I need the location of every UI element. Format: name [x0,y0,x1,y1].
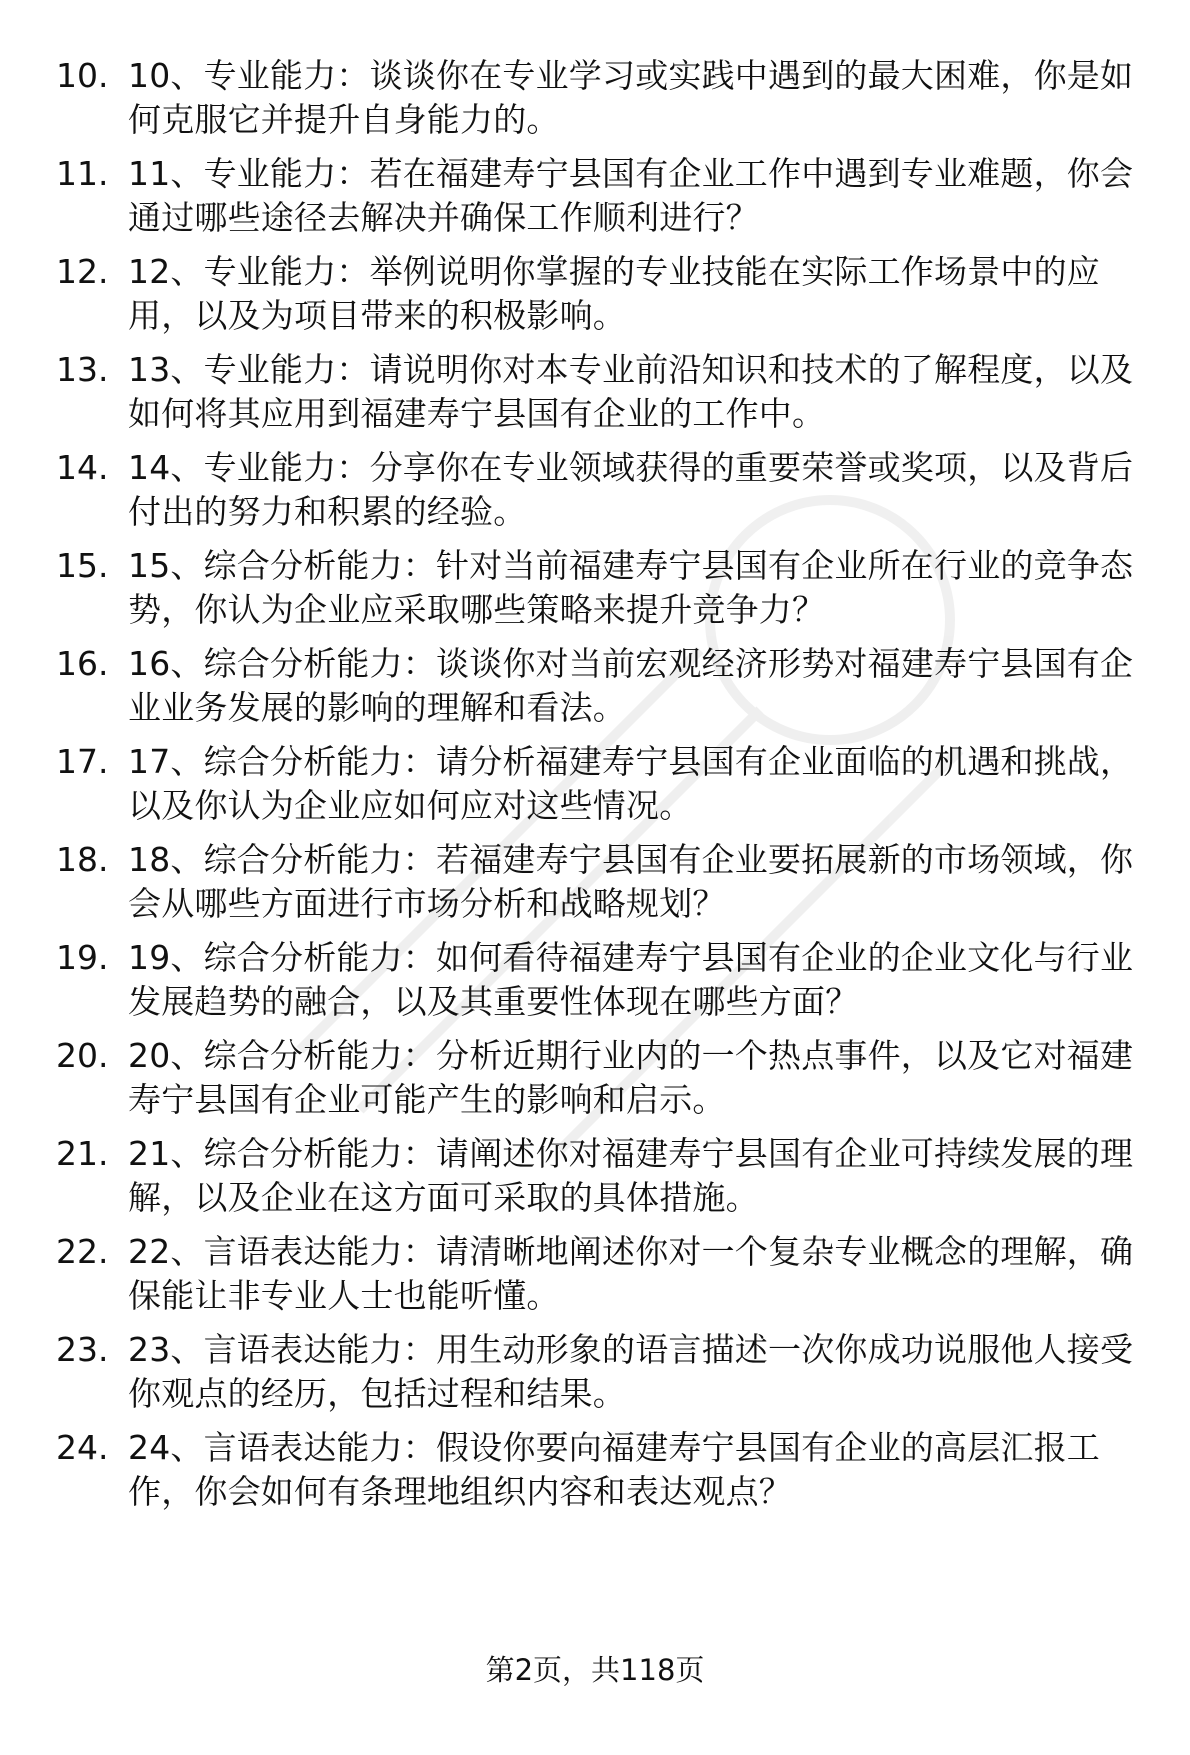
question-item [0,1132,1190,1230]
question-text: 14、专业能力：分享你在专业领域获得的重要荣誉或奖项，以及背后付出的努力和积累的经验。 [128,448,1134,531]
question-text: 20、综合分析能力：分析近期行业内的一个热点事件，以及它对福建寿宁县国有企业可能产生的影响和启示。 [128,1036,1134,1119]
question-number: 24. [56,1428,109,1467]
question-number: 15. [56,546,109,585]
question-text: 11、专业能力：若在福建寿宁县国有企业工作中遇到专业难题，你会通过哪些途径去解决并确保工作顺利进行？ [128,154,1134,237]
question-number: 22. [56,1232,109,1271]
question-number: 19. [56,938,109,977]
question-item [0,740,1190,838]
question-item [0,446,1190,544]
question-item [0,250,1190,348]
question-number: 13. [56,350,109,389]
question-item [0,1426,1190,1524]
question-number: 11. [56,154,109,193]
question-text: 24、言语表达能力：假设你要向福建寿宁县国有企业的高层汇报工作，你会如何有条理地组织内容和表达观点？ [128,1428,1100,1511]
question-text: 18、综合分析能力：若福建寿宁县国有企业要拓展新的市场领域，你会从哪些方面进行市场分析和战略规划？ [128,840,1134,923]
question-item [0,54,1190,152]
question-number: 20. [56,1036,109,1075]
question-text: 19、综合分析能力：如何看待福建寿宁县国有企业的企业文化与行业发展趋势的融合，以及其重要性体现在哪些方面？ [128,938,1134,1021]
question-item [0,1328,1190,1426]
question-item [0,642,1190,740]
question-item [0,936,1190,1034]
page-footer: 第2页，共118页 [485,1653,705,1687]
question-item [0,348,1190,446]
question-number: 23. [56,1330,109,1369]
question-text: 15、综合分析能力：针对当前福建寿宁县国有企业所在行业的竞争态势，你认为企业应采取哪些策略来提升竞争力？ [128,546,1134,629]
question-item [0,1034,1190,1132]
question-text: 17、综合分析能力：请分析福建寿宁县国有企业面临的机遇和挑战，以及你认为企业应如何应对这些情况。 [128,742,1134,825]
question-number: 18. [56,840,109,879]
question-text: 16、综合分析能力：谈谈你对当前宏观经济形势对福建寿宁县国有企业业务发展的影响的理解和看法。 [128,644,1134,727]
question-text: 21、综合分析能力：请阐述你对福建寿宁县国有企业可持续发展的理解，以及企业在这方面可采取的具体措施。 [128,1134,1134,1217]
question-text: 10、专业能力：谈谈你在专业学习或实践中遇到的最大困难，你是如何克服它并提升自身能力的。 [128,56,1134,139]
question-number: 10. [56,56,109,95]
question-number: 12. [56,252,109,291]
question-text: 13、专业能力：请说明你对本专业前沿知识和技术的了解程度，以及如何将其应用到福建寿宁县国有企业的工作中。 [128,350,1134,433]
question-number: 17. [56,742,109,781]
question-number: 16. [56,644,109,683]
question-item [0,544,1190,642]
question-text: 23、言语表达能力：用生动形象的语言描述一次你成功说服他人接受你观点的经历，包括过程和结果。 [128,1330,1134,1413]
question-list [0,54,1190,1524]
question-item [0,1230,1190,1328]
question-item [0,152,1190,250]
question-number: 21. [56,1134,109,1173]
question-number: 14. [56,448,109,487]
question-text: 22、言语表达能力：请清晰地阐述你对一个复杂专业概念的理解，确保能让非专业人士也能听懂。 [128,1232,1134,1315]
question-item [0,838,1190,936]
question-text: 12、专业能力：举例说明你掌握的专业技能在实际工作场景中的应用，以及为项目带来的积极影响。 [128,252,1100,335]
